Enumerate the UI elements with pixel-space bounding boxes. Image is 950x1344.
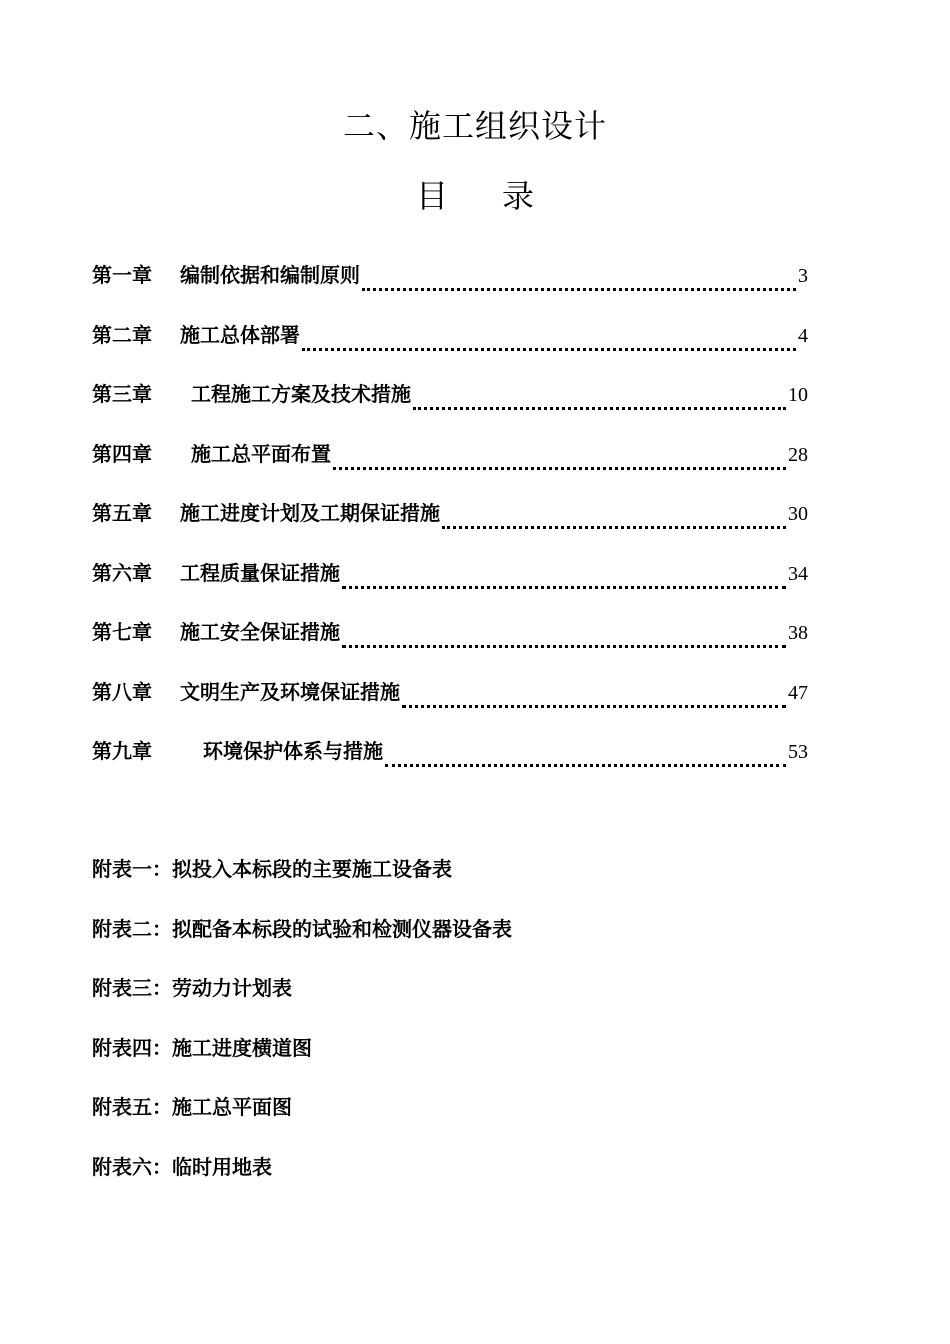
toc-page-number: 34: [788, 562, 808, 585]
toc-heading-char-2: 录: [502, 177, 535, 215]
toc-chapter-number: 第九章: [92, 739, 152, 763]
appendix-item[interactable]: 附表三：劳动力计划表: [92, 976, 292, 1000]
toc-chapter-title: 工程施工方案及技术措施: [191, 382, 411, 406]
toc-dot-leader: [302, 348, 796, 351]
toc-heading: [0, 174, 950, 218]
toc-dot-leader: [342, 586, 786, 589]
toc-chapter-number: 第八章: [92, 679, 152, 704]
toc-chapter-title: 编制依据和编制原则: [180, 263, 360, 287]
toc-entry[interactable]: [92, 615, 808, 675]
toc-page-number: 53: [788, 741, 808, 763]
toc-entry[interactable]: [92, 496, 808, 556]
table-of-contents: [92, 258, 808, 794]
toc-chapter-number: 第二章: [92, 322, 152, 347]
toc-chapter-number: 第四章: [92, 441, 152, 466]
toc-entry[interactable]: [92, 556, 808, 616]
toc-page-number: 4: [798, 324, 808, 347]
toc-page-number: 30: [788, 503, 808, 525]
toc-entry[interactable]: [92, 258, 808, 318]
toc-entry[interactable]: [92, 437, 808, 497]
toc-dot-leader: [442, 526, 786, 529]
toc-page-number: 10: [788, 384, 808, 406]
toc-chapter-number: 第一章: [92, 263, 152, 287]
toc-page-number: 28: [788, 443, 808, 466]
toc-chapter-number: 第六章: [92, 560, 152, 585]
toc-entry[interactable]: [92, 377, 808, 437]
toc-dot-leader: [333, 467, 786, 470]
toc-chapter-title: 施工总平面布置: [191, 441, 331, 466]
toc-chapter-title: 施工进度计划及工期保证措施: [180, 501, 440, 525]
page-title: 二、施工组织设计: [342, 107, 607, 145]
toc-dot-leader: [402, 705, 786, 708]
toc-page-number: 38: [788, 622, 808, 644]
toc-chapter-number: 第五章: [92, 501, 152, 525]
appendix-item[interactable]: 附表四：施工进度横道图: [92, 1035, 312, 1060]
toc-entry[interactable]: [92, 675, 808, 735]
appendix-list: [92, 852, 512, 1209]
toc-entry[interactable]: [92, 318, 808, 378]
appendix-item[interactable]: 附表五：施工总平面图: [92, 1095, 292, 1119]
toc-chapter-title: 文明生产及环境保证措施: [180, 679, 400, 704]
toc-heading-char-1: 目: [415, 177, 448, 215]
appendix-item[interactable]: 附表一：拟投入本标段的主要施工设备表: [92, 857, 452, 881]
toc-chapter-number: 第七章: [92, 620, 152, 644]
toc-dot-leader: [362, 288, 796, 291]
toc-page-number: 3: [798, 265, 808, 287]
toc-chapter-title: 环境保护体系与措施: [203, 739, 383, 763]
toc-chapter-title: 工程质量保证措施: [180, 560, 340, 585]
appendix-item[interactable]: 附表二：拟配备本标段的试验和检测仪器设备表: [92, 916, 512, 941]
toc-dot-leader: [385, 764, 786, 767]
toc-chapter-title: 施工总体部署: [180, 322, 300, 347]
toc-dot-leader: [342, 645, 786, 648]
toc-dot-leader: [413, 407, 786, 410]
toc-chapter-number: 第三章: [92, 382, 152, 406]
toc-chapter-title: 施工安全保证措施: [180, 620, 340, 644]
toc-page-number: 47: [788, 681, 808, 704]
toc-entry[interactable]: [92, 734, 808, 794]
appendix-item[interactable]: 附表六：临时用地表: [92, 1154, 272, 1179]
